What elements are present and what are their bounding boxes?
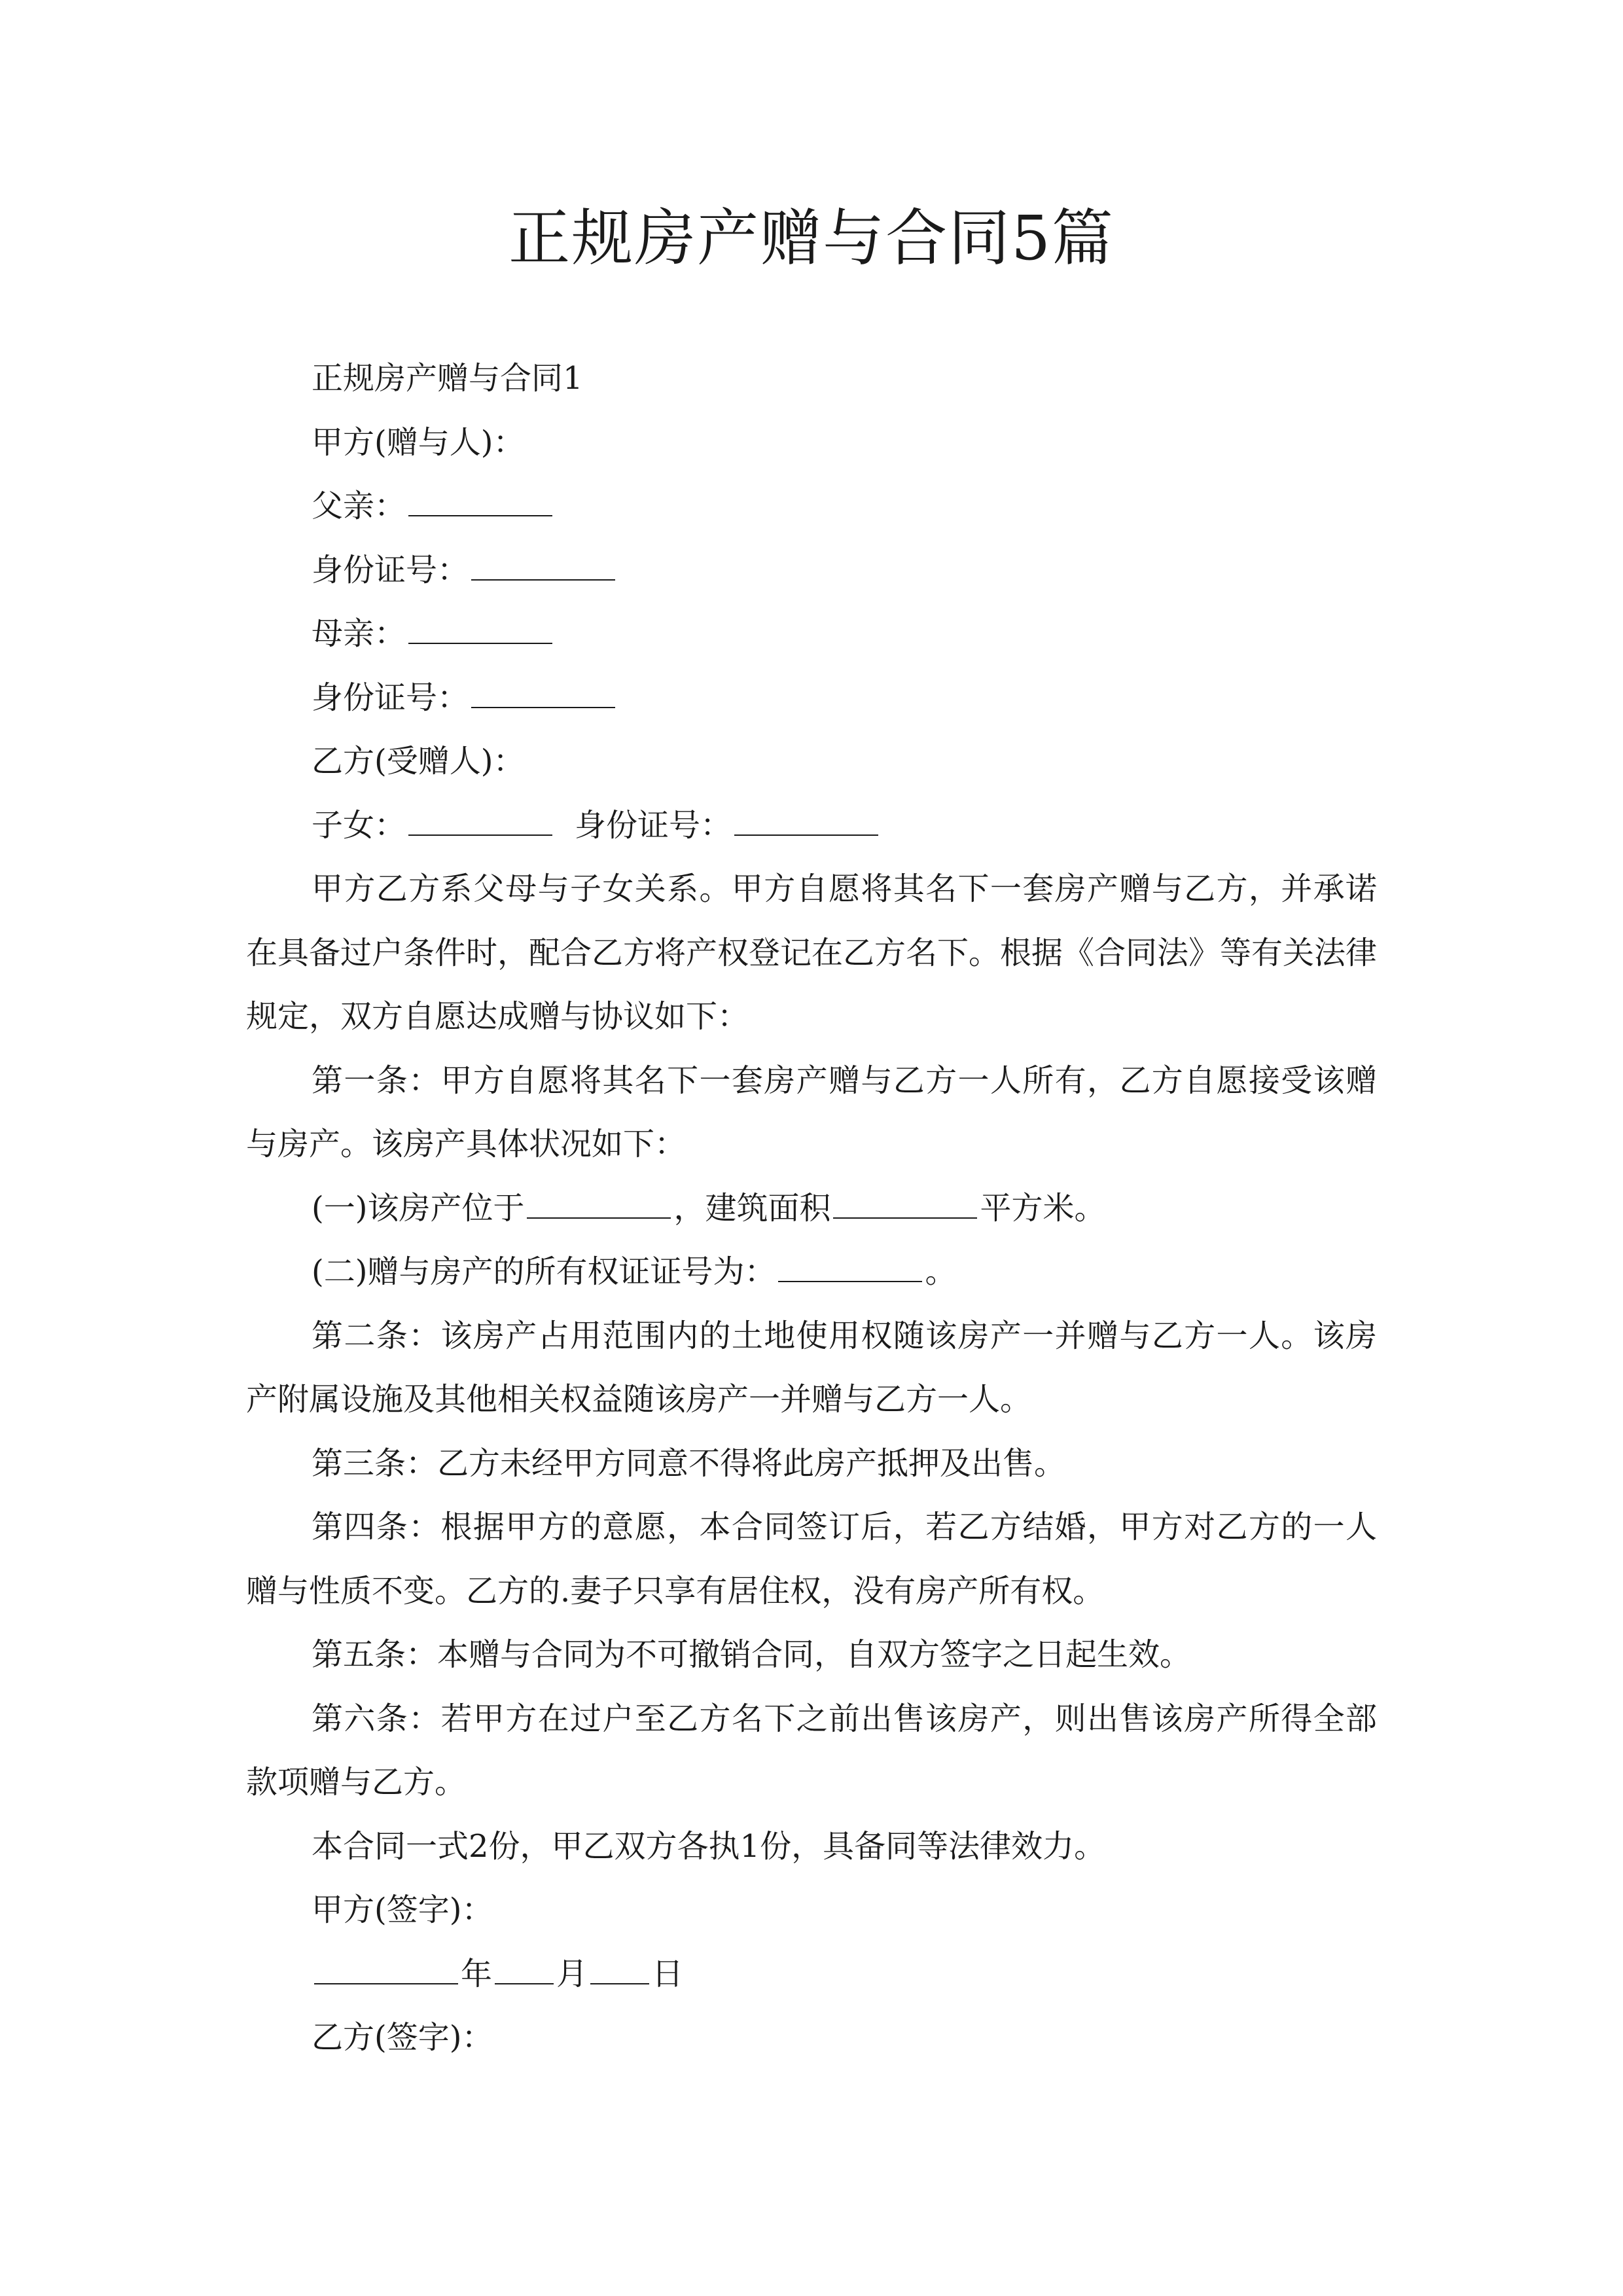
article-1: 第一条：甲方自愿将其名下一套房产赠与乙方一人所有，乙方自愿接受该赠与房产。该房产具体状况如下：	[246, 1062, 1377, 1162]
child-label: 子女：	[312, 806, 406, 844]
month-blank	[495, 1952, 554, 1984]
day-label: 日	[652, 1955, 684, 1992]
article-6: 第六条：若甲方在过户至乙方名下之前出售该房产，则出售该房产所得全部款项赠与乙方。	[246, 1700, 1377, 1801]
mother-id-label: 身份证号：	[312, 679, 469, 716]
day-blank	[590, 1952, 649, 1984]
year-label: 年	[461, 1955, 493, 1992]
section-title: 正规房产赠与合同1	[312, 360, 583, 397]
child-blank	[408, 803, 552, 836]
intro-paragraph: 甲方乙方系父母与子女关系。甲方自愿将其名下一套房产赠与乙方，并承诺在具备过户条件时，配合乙方将产权登记在乙方名下。根据《合同法》等有关法律规定，双方自愿达成赠与协议如下：	[246, 870, 1378, 1035]
father-id-line	[246, 539, 1377, 603]
item2-label: (二)赠与房产的所有权证证号为：	[312, 1253, 776, 1290]
child-id-label: 身份证号：	[575, 806, 732, 844]
copies-clause: 本合同一式2份，甲乙双方各执1份，具备同等法律效力。	[312, 1827, 1106, 1865]
father-line	[246, 475, 1377, 539]
father-blank	[408, 484, 552, 516]
month-label: 月	[556, 1955, 588, 1992]
area-blank	[833, 1186, 977, 1219]
party-b-heading: 乙方(受赠人)：	[312, 743, 525, 780]
document-body	[246, 347, 1377, 2070]
party-b-signature: 乙方(签字)：	[312, 2019, 493, 2056]
mother-id-blank	[471, 675, 615, 708]
father-id-blank	[471, 548, 615, 581]
article-4: 第四条：根据甲方的意愿，本合同签订后，若乙方结婚，甲方对乙方的一人赠与性质不变。乙方的.妻子只享有居住权，没有房产所有权。	[246, 1509, 1377, 1609]
article-1-item-2	[246, 1240, 1377, 1304]
item1-area-label: ，建筑面积	[673, 1189, 831, 1227]
article-1-item-1	[246, 1177, 1377, 1241]
party-a-heading: 甲方(赠与人)：	[312, 423, 525, 461]
mother-line	[246, 602, 1377, 666]
item1-unit: 平方米。	[980, 1189, 1106, 1227]
mother-id-line	[246, 666, 1377, 730]
father-label: 父亲：	[312, 488, 406, 524]
item2-end: 。	[925, 1253, 957, 1290]
mother-blank	[408, 611, 552, 644]
child-line	[246, 794, 1377, 858]
document-title: 正规房产赠与合同5篇	[508, 203, 1115, 274]
certificate-blank	[778, 1249, 922, 1282]
article-5: 第五条：本赠与合同为不可撤销合同，自双方签字之日起生效。	[312, 1636, 1192, 1673]
article-2: 第二条：该房产占用范围内的土地使用权随该房产一并赠与乙方一人。该房产附属设施及其他相关权益随该房产一并赠与乙方一人。	[246, 1317, 1377, 1418]
date-line	[246, 1943, 1377, 2007]
location-blank	[527, 1186, 671, 1219]
year-blank	[314, 1952, 458, 1984]
father-id-label: 身份证号：	[312, 551, 469, 588]
party-a-signature: 甲方(签字)：	[312, 1892, 493, 1928]
article-3: 第三条：乙方未经甲方同意不得将此房产抵押及出售。	[312, 1444, 1066, 1482]
mother-label: 母亲：	[312, 615, 406, 652]
child-id-blank	[734, 803, 878, 836]
item1-location-label: (一)该房产位于	[312, 1189, 525, 1227]
